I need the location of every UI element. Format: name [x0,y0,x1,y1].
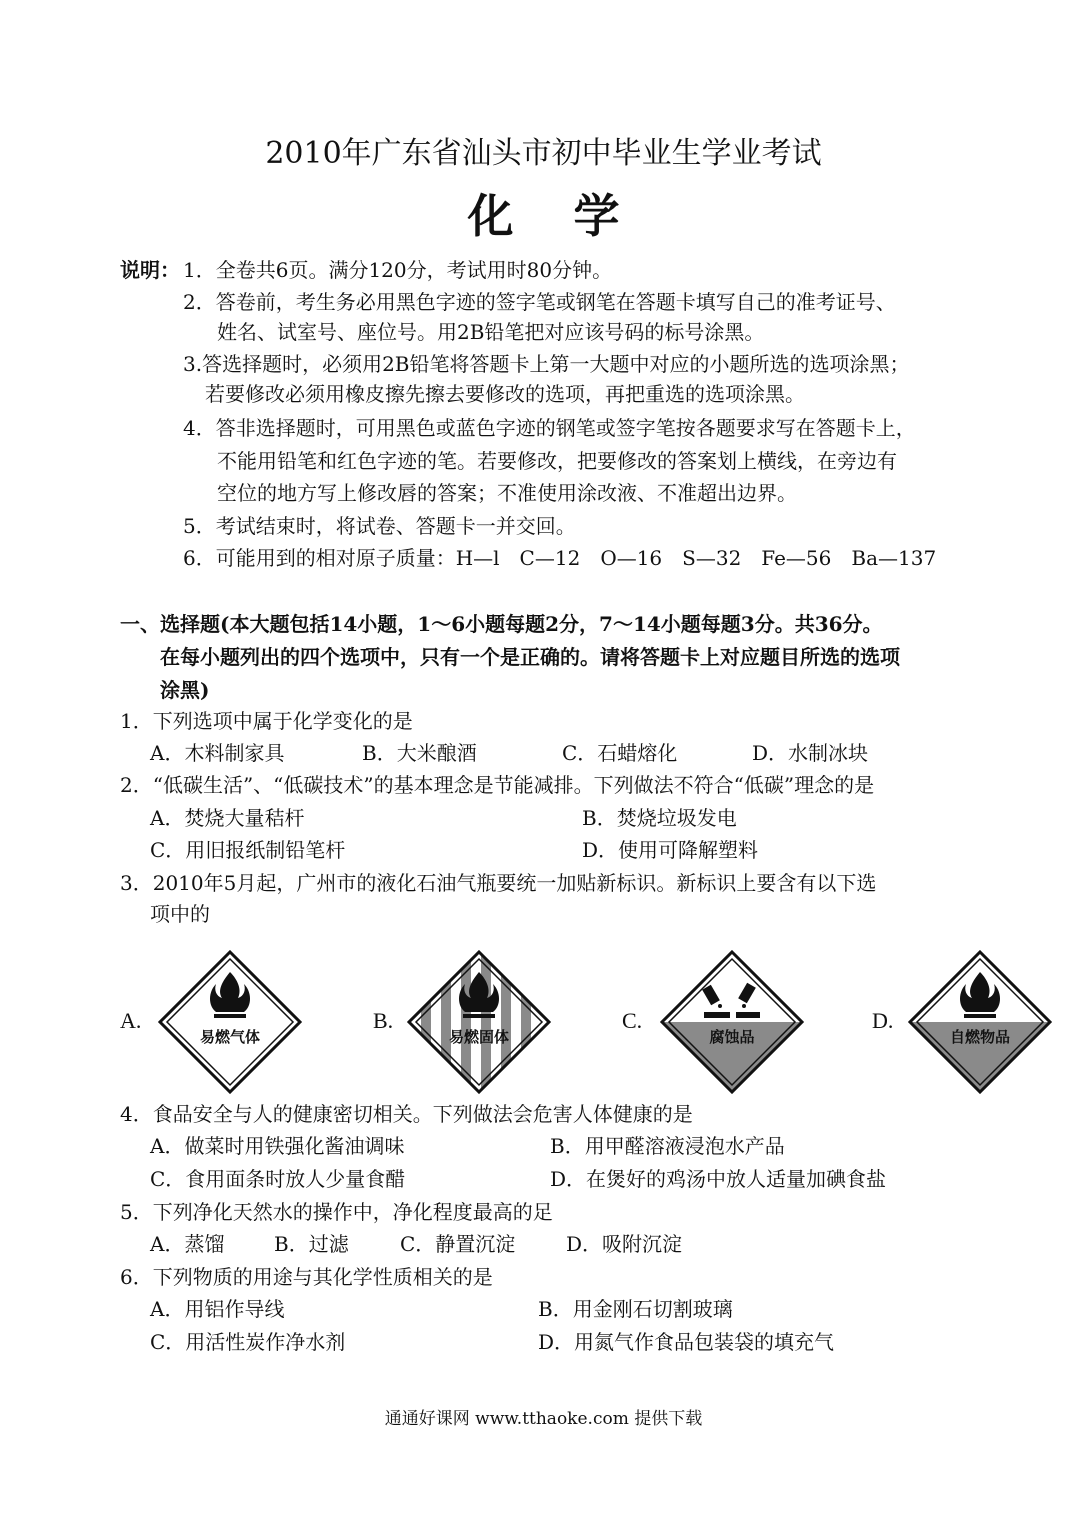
q1-option-a: A．木料制家具 [150,741,285,765]
instruction-3-line-1: 3.答选择题时，必须用2B铅笔将答题卡上第一大题中对应的小题所选的选项涂黑； [183,352,910,376]
q6-option-c: C．用活性炭作净水剂 [150,1330,346,1354]
section-1-heading-line-2: 在每小题列出的四个选项中，只有一个是正确的。请将答题卡上对应题目所选的选项 [160,645,900,669]
instruction-6: 6．可能用到的相对原子质量：H—l C—12 O—16 S—32 Fe—56 Ba—137 [183,546,937,570]
sign-b-text: 易燃固体 [448,1028,510,1046]
q4-option-c: C．食用面条时放人少量食醋 [150,1167,406,1191]
instruction-3-line-2: 若要修改必须用橡皮擦先擦去要修改的选项，再把重选的选项涂黑。 [205,382,805,406]
q1-option-d: D．水制冰块 [752,741,869,765]
q6-option-b: B．用金刚石切割玻璃 [538,1297,733,1321]
instruction-2-line-1: 2．答卷前，考生务必用黑色字迹的签字笔或钢笔在答题卡填写自己的准考证号、 [183,290,896,314]
q3-option-a-label: A. [120,1008,142,1033]
q4-option-a: A．做菜时用铁强化酱油调味 [150,1134,405,1158]
q5-option-b: B．过滤 [274,1232,349,1256]
q4-option-b: B．用甲醛溶液浸泡水产品 [550,1134,785,1158]
q2-option-d: D．使用可降解塑料 [582,838,759,862]
page-footer: 通通好课网 www.tthaoke.com 提供下载 [384,1409,703,1429]
corrosive-sign [660,950,804,1094]
q5-option-a: A．蒸馏 [150,1232,225,1256]
flammable-gas-sign [158,950,302,1094]
q3-stem-line-1: 3．2010年5月起，广州市的液化石油气瓶要统一加贴新标识。新标识上要含有以下选 [120,871,877,895]
q1-option-c: C．石蜡熔化 [562,741,678,765]
q2-option-b: B．焚烧垃圾发电 [582,806,737,830]
instruction-2-line-2: 姓名、试室号、座位号。用2B铅笔把对应该号码的标号涂黑。 [217,320,765,344]
q6-option-d: D．用氮气作食品包装袋的填充气 [538,1330,835,1354]
section-1-heading-line-1: 一、选择题(本大题包括14小题，1～6小题每题2分，7～14小题每题3分。共36分。 [120,612,883,636]
instruction-5: 5．考试结束时，将试卷、答题卡一并交回。 [183,514,576,538]
spontaneous-combustion-sign [908,950,1052,1094]
q5-stem: 5．下列净化天然水的操作中，净化程度最高的足 [120,1200,553,1224]
q5-option-c: C．静置沉淀 [400,1232,516,1256]
q3-stem-line-2: 项中的 [150,902,210,926]
instruction-1: 1．全卷共6页。满分120分，考试用时80分钟。 [183,258,613,282]
q3-option-d-label: D. [872,1008,894,1033]
exam-title: 2010年广东省汕头市初中毕业生学业考试 [265,136,822,171]
instructions-label: 说明： [120,258,180,282]
q1-stem: 1．下列选项中属于化学变化的是 [120,709,413,733]
section-1-heading-line-3: 涂黑) [160,678,210,702]
q1-option-b: B．大米酿酒 [362,741,477,765]
q6-option-a: A．用铝作导线 [150,1297,285,1321]
q3-option-c-label: C. [622,1008,643,1033]
q2-option-a: A．焚烧大量秸杆 [150,806,305,830]
q2-stem: 2．“低碳生活”、“低碳技术”的基本理念是节能减排。下列做法不符合“低碳”理念的是 [120,773,875,797]
sign-a-text: 易燃气体 [199,1028,261,1046]
instruction-4-line-1: 4．答非选择题时，可用黑色或蓝色字迹的钢笔或签字笔按各题要求写在答题卡上， [183,416,916,440]
sign-c-text: 腐蚀品 [709,1028,755,1046]
subject-title: 化学 [467,189,680,243]
q4-option-d: D．在煲好的鸡汤中放人适量加碘食盐 [550,1167,887,1191]
instruction-4-line-3: 空位的地方写上修改唇的答案；不准使用涂改液、不准超出边界。 [217,481,797,505]
q4-stem: 4．食品安全与人的健康密切相关。下列做法会危害人体健康的是 [120,1102,693,1126]
q2-option-c: C．用旧报纸制铅笔杆 [150,838,346,862]
instruction-4-line-2: 不能用铅笔和红色字迹的笔。若要修改，把要修改的答案划上横线，在旁边有 [217,449,897,473]
q6-stem: 6．下列物质的用途与其化学性质相关的是 [120,1265,493,1289]
flammable-solid-sign [407,950,551,1094]
q5-option-d: D．吸附沉淀 [566,1232,683,1256]
sign-d-text: 自燃物品 [949,1028,1011,1046]
q3-option-b-label: B. [373,1008,394,1033]
